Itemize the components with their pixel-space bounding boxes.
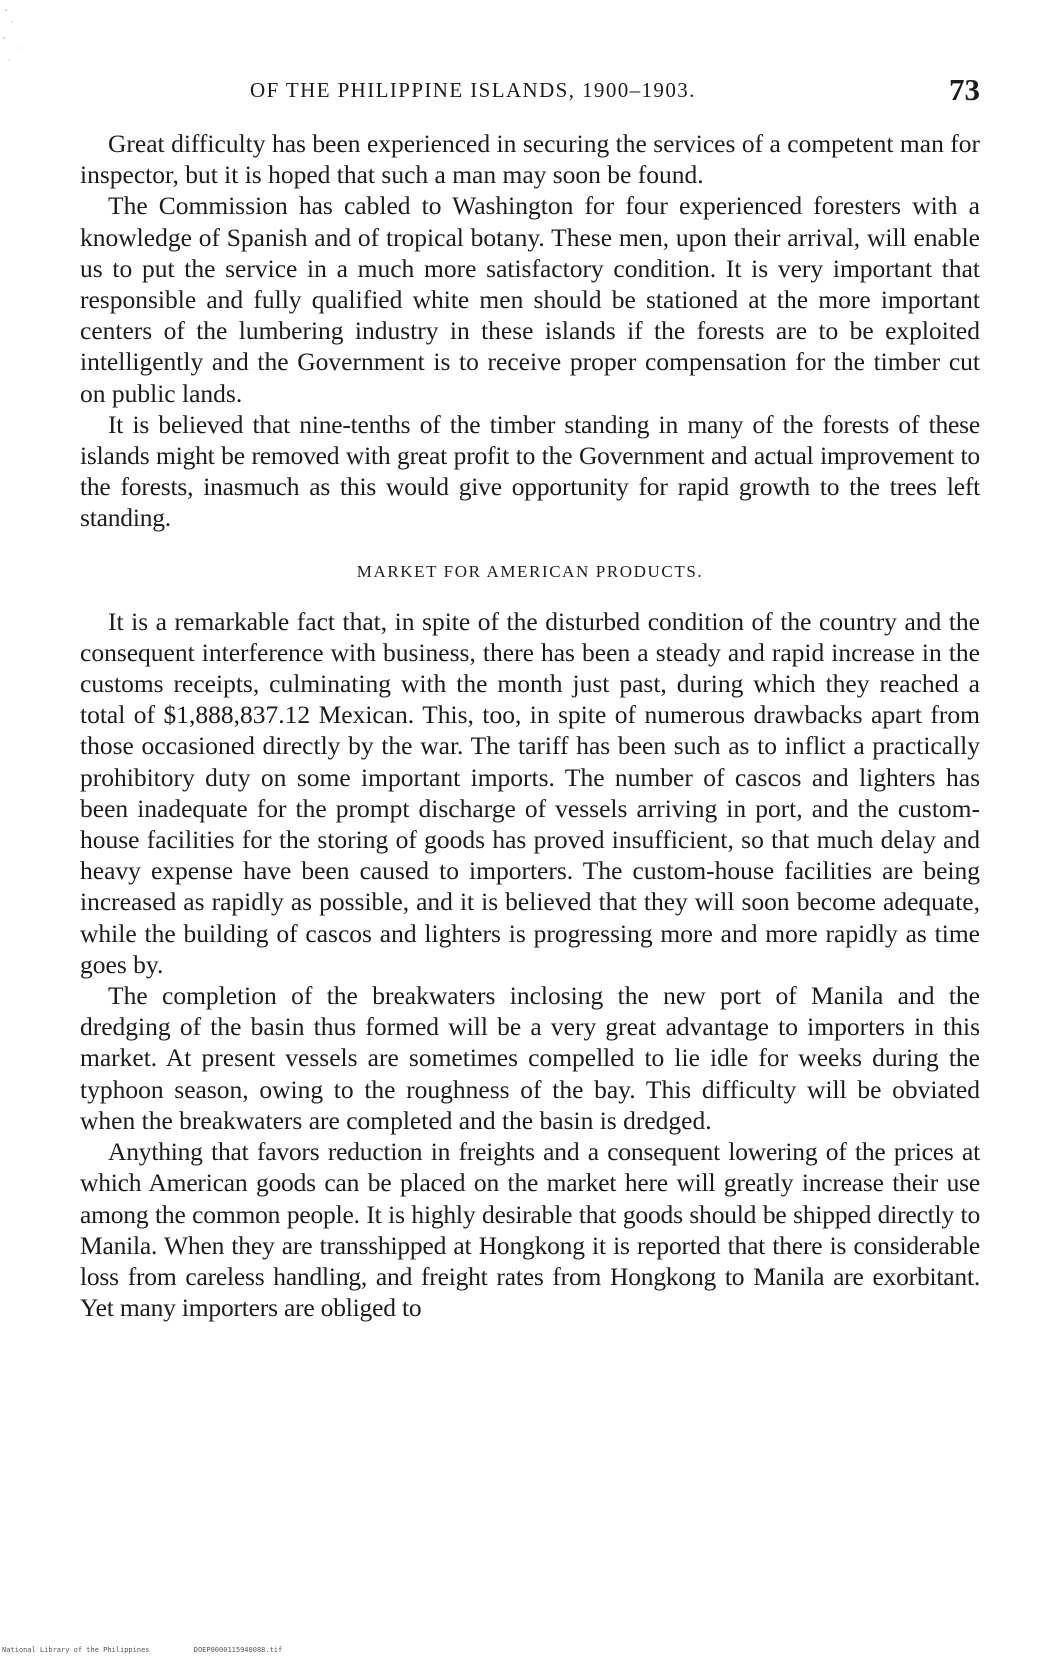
paragraph: The Commission has cabled to Washington for four experienced foresters with a knowledge of Spanish and of tropical botany. These men, upon their arrival, will enable us to put the service in a much more satisfactory condition. It is very important that responsible and fully qualified white men should be stationed at the more important centers of the lumbering industry in these islands if the forests are to be exploited intelligently and the Government is to receive proper compensation for the timber cut on public lands. [80,191,980,408]
paragraph: The completion of the breakwaters inclosing the new port of Manila and the dredging of the basin thus formed will be a very great advantage to importers in this market. At present vessels are sometimes compelled to lie idle for weeks during the typhoon season, owing to the roughness of the bay. This difficulty will be obviated when the breakwaters are completed and the basin is dredged. [80,981,980,1135]
running-title: OF THE PHILIPPINE ISLANDS, 1900–1903. [250,78,696,102]
page-number: 73 [949,72,980,107]
section-heading: MARKET FOR AMERICAN PRODUCTS. [356,561,704,581]
paragraph: It is a remarkable fact that, in spite of the disturbed condition of the country and the consequent interference with business, there has been a steady and rapid increase in the customs receipts, culminating with the month just past, during which they reached a total of $1,888,837.12 Mexican. This, too, in spite of numerous drawbacks apart from those occasioned directly by the war. The tariff has been such as to inflict a practically prohibitory duty on some important imports. The number of cascos and lighters has been inadequate for the prompt discharge of vessels arriving in port, and the custom-house facilities for the storing of goods has proved insufficient, so that much delay and heavy expense have been caused to importers. The custom-house facilities are being increased as rapidly as possible, and it is believed that they will soon become adequate, while the building of cascos and lighters is progressing more and more rapidly as time goes by. [80,606,980,979]
paragraph: Anything that favors reduction in freights and a consequent lowering of the prices at which American goods can be placed on the market here will greatly increase their use among the common people. It is highly desirable that goods should be shipped directly to Manila. When they are transshipped at Hongkong it is reported that there is considerable loss from careless handling, and freight rates from Hongkong to Manila are exorbitant. Yet many importers are obliged to [80,1137,980,1323]
paragraph: Great difficulty has been experienced in securing the services of a competent man for inspector, but it is hoped that such a man may soon be found. [80,129,980,190]
scan-footer [2,1646,322,1654]
file-id: DOEP0000115940088.tif [193,1646,283,1654]
library-credit: National Library of the Philippines [2,1646,150,1654]
paragraph: It is believed that nine-tenths of the timber standing in many of the forests of these islands might be removed with great profit to the Government and actual improvement to the forests, inasmuch as this would give opportunity for rapid growth to the trees left standing. [80,409,980,533]
running-header [80,70,980,110]
body-text [80,128,980,1323]
scan-speckle-mark [0,0,40,70]
